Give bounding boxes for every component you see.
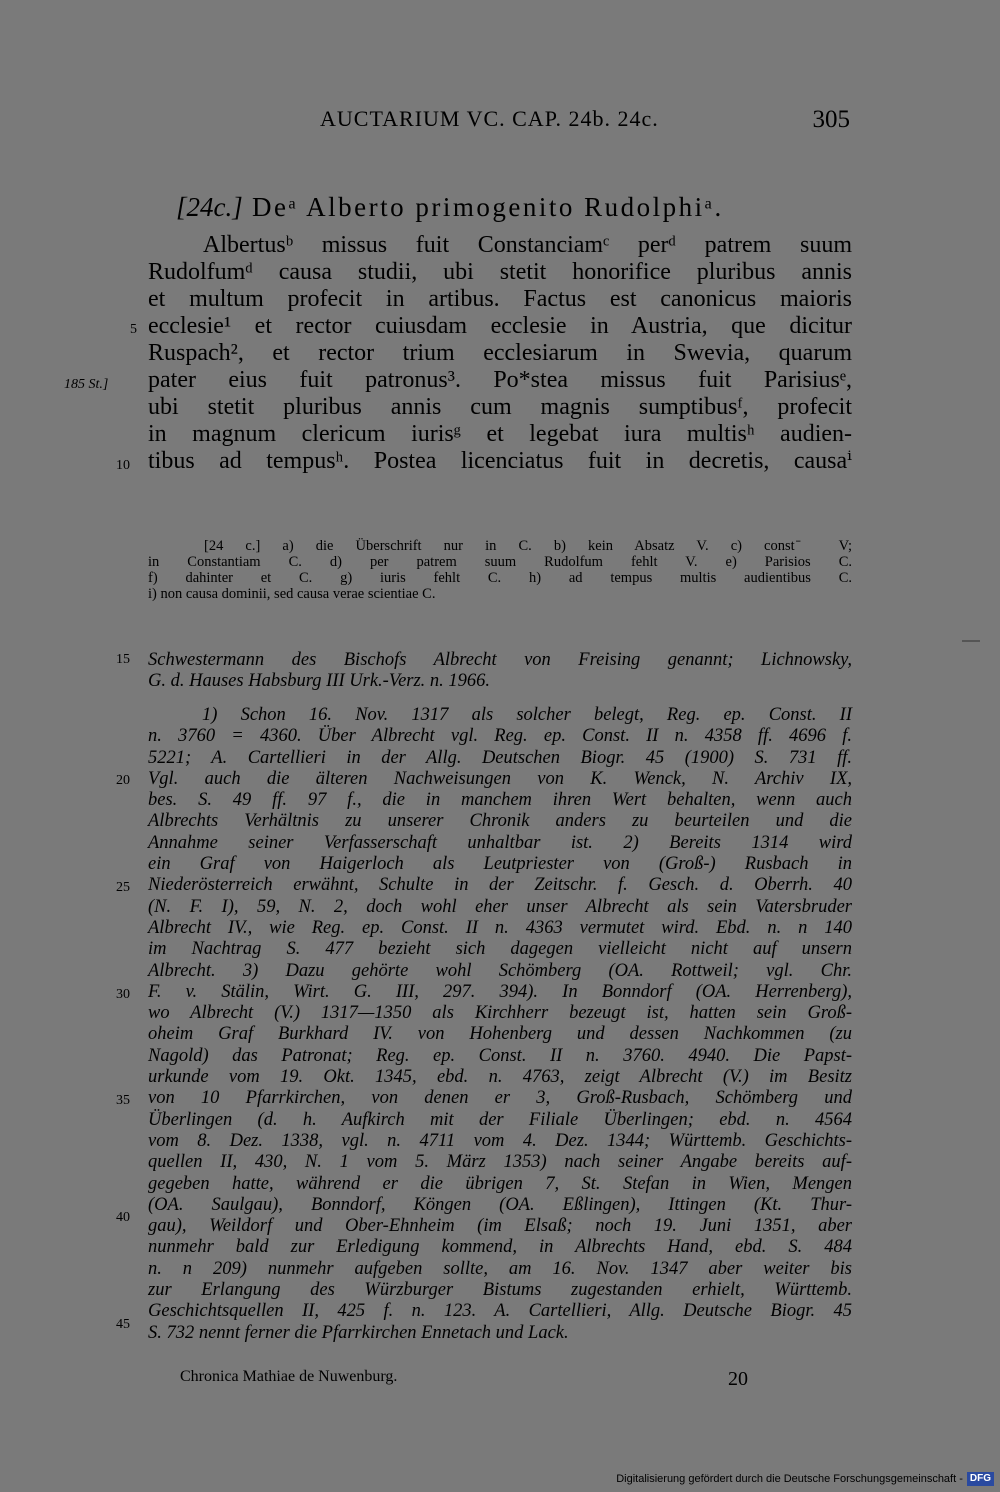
note-line: urkunde vom 19. Okt. 1345, ebd. n. 4763, zeigt Albrecht (V.) im Besitz bbox=[148, 1067, 852, 1088]
line-number: 15 bbox=[116, 652, 130, 667]
note-line: Schwestermann des Bischofs Albrecht von Freising genannt; Lichnowsky, bbox=[148, 650, 852, 670]
note-line: F. v. Stälin, Wirt. G. III, 297. 394). In Bonndorf (OA. Herrenberg), bbox=[148, 981, 852, 1002]
running-head bbox=[148, 106, 850, 140]
margin-reference: 185 St.] bbox=[64, 377, 109, 392]
credit-text: Digitalisierung gefördert durch die Deutsche Forschungsgemeinschaft - bbox=[616, 1473, 963, 1485]
main-line: et multum profecit in artibus. Factus est canonicus maioris bbox=[148, 286, 852, 312]
note-line: n. n 209) nunmehr aufgeben sollte, am 16. Nov. 1347 aber weiter bis bbox=[148, 1258, 852, 1279]
dfg-logo: DFG bbox=[967, 1472, 994, 1486]
note-line: gegeben hatte, während er die übrigen 7, St. Stefan in Wien, Mengen bbox=[148, 1173, 852, 1194]
note-line: 5221; A. Cartellieri in der Allg. Deutschen Biogr. 45 (1900) S. 731 ff. bbox=[148, 747, 852, 768]
apparatus-line: [24 c.] a) die Überschrift nur in C. b) kein Absatz V. c) const ̄ V; bbox=[204, 538, 852, 554]
note-line: Annahme seiner Verfasserschaft unhaltbar ist. 2) Bereits 1314 wird bbox=[148, 832, 852, 853]
main-line: Ruspach², et rector trium ecclesiarum in Swevia, quarum bbox=[148, 340, 852, 366]
main-line: tibus ad tempusʰ. Postea licenciatus fuit in decretis, causaⁱ bbox=[148, 448, 852, 474]
note-line: ein Graf von Haigerloch als Leutpriester von (Groß-) Rusbach in bbox=[148, 854, 852, 875]
note-line: 1) Schon 16. Nov. 1317 als solcher belegt, Reg. ep. Const. II bbox=[202, 705, 852, 725]
sheet-number: 20 bbox=[728, 1368, 748, 1390]
note-line: bes. S. 49 ff. 97 f., die in manchem ihren Wert behalten, wenn auch bbox=[148, 790, 852, 811]
apparatus-line: f) dahinter et C. g) iuris fehlt C. h) ad tempus multis audientibus C. bbox=[148, 570, 852, 586]
main-line: ubi stetit pluribus annis cum magnis sumptibusᶠ, profecit bbox=[148, 394, 852, 420]
note-line: zur Erlangung des Würzburger Bistums zugestanden erhielt, Württemb. bbox=[148, 1280, 852, 1301]
line-number: 40 bbox=[116, 1210, 130, 1225]
note-line: Albrecht. 3) Dazu gehörte wohl Schömberg (OA. Rottweil; vgl. Chr. bbox=[148, 960, 852, 981]
section-title: Deᵃ Alberto primogenito Rudolphiᵃ. bbox=[252, 192, 724, 222]
digitization-credit bbox=[594, 1470, 994, 1488]
line-number: 45 bbox=[116, 1317, 130, 1332]
main-line: pater eius fuit patronus³. Po*stea missus fuit Parisiusᵉ, bbox=[148, 367, 852, 393]
section-label: [24c.] bbox=[176, 192, 243, 222]
page-number: 305 bbox=[812, 106, 850, 133]
main-line: in magnum clericum iurisᵍ et legebat iura multisʰ audien- bbox=[148, 421, 852, 447]
note-line: nunmehr bald zur Erledigung kommend, in Albrechts Hand, ebd. S. 484 bbox=[148, 1237, 852, 1258]
note-line: (N. F. I), 59, N. 2, doch wohl eher unser Albrecht als sein Vatersbruder bbox=[148, 896, 852, 917]
note-line: vom 8. Dez. 1338, vgl. n. 4711 vom 4. Dez. 1344; Württemb. Geschichts- bbox=[148, 1130, 852, 1151]
line-number: 20 bbox=[116, 773, 130, 788]
running-title: AUCTARIUM VC. CAP. 24b. 24c. bbox=[320, 106, 659, 131]
note-line: Niederösterreich erwähnt, Schulte in der Zeitschr. f. Gesch. d. Oberrh. 40 bbox=[148, 875, 852, 896]
scan-mark bbox=[962, 640, 980, 642]
note-line: von 10 Pfarrkirchen, von denen er 3, Groß-Rusbach, Schömberg und bbox=[148, 1088, 852, 1109]
note-line: Albrecht IV., wie Reg. ep. Const. II n. 4363 vermutet wird. Ebd. n. n 140 bbox=[148, 917, 852, 938]
main-line: Rudolfumᵈ causa studii, ubi stetit honorifice pluribus annis bbox=[148, 259, 852, 285]
note-line: n. 3760 = 4360. Über Albrecht vgl. Reg. ep. Const. II n. 4358 ff. 4696 f. bbox=[148, 726, 852, 747]
note-line: S. 732 nennt ferner die Pfarrkirchen Ennetach und Lack. bbox=[148, 1322, 569, 1343]
line-number: 35 bbox=[116, 1093, 130, 1108]
note-line: Nagold) das Patronat; Reg. ep. Const. II n. 3760. 4940. Die Papst- bbox=[148, 1045, 852, 1066]
note-line: Geschichtsquellen II, 425 f. n. 123. A. Cartellieri, Allg. Deutsche Biogr. 45 bbox=[148, 1301, 852, 1322]
critical-apparatus bbox=[148, 538, 852, 602]
main-text bbox=[148, 232, 852, 475]
line-number: 30 bbox=[116, 987, 130, 1002]
note-line: G. d. Hauses Habsburg III Urk.-Verz. n. 1966. bbox=[148, 671, 491, 692]
main-line: Albertusᵇ missus fuit Constanciamᶜ perᵈ patrem suum bbox=[203, 232, 852, 258]
note-line: Albrechts Verhältnis zu unserer Chronik anders zu beurteilen und die bbox=[148, 811, 852, 832]
apparatus-line: in Constantiam C. d) per patrem suum Rudolfum fehlt V. e) Parisios C. bbox=[148, 554, 852, 570]
note-line: Überlingen (d. h. Aufkirch mit der Filiale Überlingen; ebd. n. 4564 bbox=[148, 1109, 852, 1130]
note-line: wo Albrecht (V.) 1317—1350 als Kirchherr bezeugt ist, hatten sein Groß- bbox=[148, 1003, 852, 1024]
note-line: gau), Weildorf und Ober-Ehnheim (im Elsaß; noch 19. Juni 1351, aber bbox=[148, 1216, 852, 1237]
line-number: 5 bbox=[130, 322, 137, 337]
note-line: im Nachtrag S. 477 bezieht sich dagegen vielleicht nicht auf unsern bbox=[148, 939, 852, 960]
line-number: 25 bbox=[116, 880, 130, 895]
apparatus-line: i) non causa dominii, sed causa verae scientiae C. bbox=[148, 586, 436, 602]
signature-line: Chronica Mathiae de Nuwenburg. bbox=[180, 1368, 398, 1385]
main-line: ecclesie¹ et rector cuiusdam ecclesie in Austria, que dicitur bbox=[148, 313, 852, 339]
note-line: Vgl. auch die älteren Nachweisungen von K. Wenck, N. Archiv IX, bbox=[148, 768, 852, 789]
historical-notes bbox=[148, 705, 852, 1344]
section-heading bbox=[176, 192, 724, 223]
line-number: 10 bbox=[116, 458, 130, 473]
note-line: oheim Graf Burkhard IV. von Hohenberg und dessen Nachkommen (zu bbox=[148, 1024, 852, 1045]
note-line: (OA. Saulgau), Bonndorf, Köngen (OA. Eßlingen), Ittingen (Kt. Thur- bbox=[148, 1194, 852, 1215]
note-line: quellen II, 430, N. 1 vom 5. März 1353) nach seiner Angabe bereits auf- bbox=[148, 1152, 852, 1173]
notes-continued bbox=[148, 650, 852, 693]
